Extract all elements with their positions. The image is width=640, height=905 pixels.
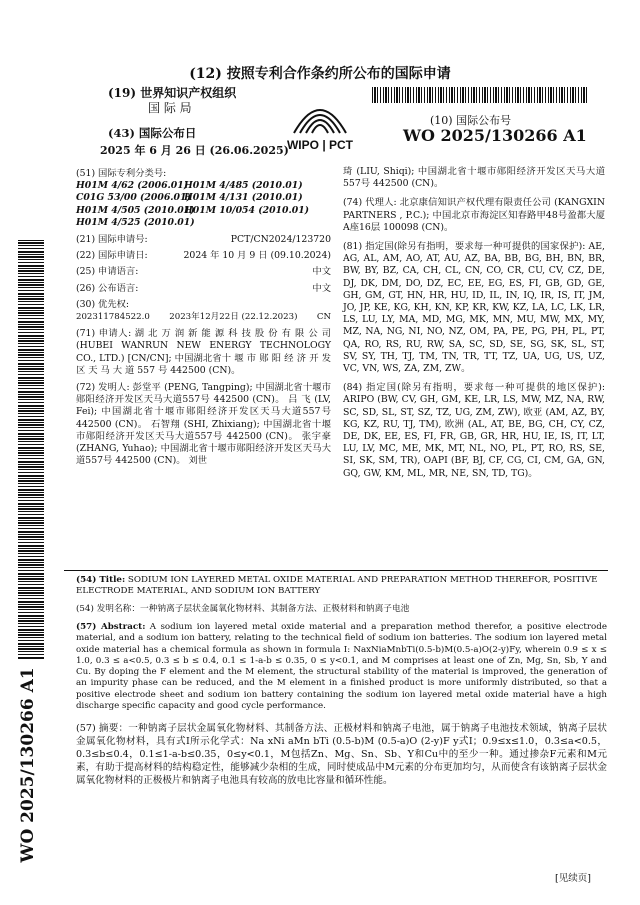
- ipc-code: C01G 53/00 (2006.01): [76, 192, 191, 204]
- field-72-inventors: (72) 发明人: 彭堂平 (PENG, Tangping); 中国湖北省十堰市郧阳经济开发区天马大道557号 442500 (CN)。 吕 飞 (LV, Fei); 中国湖北省十堰市郧阳经济开发区天马大道557号 442500 (CN)。 石智翔 (SHI, Zhixiang); 中国湖北省十堰市郧阳经济开发区天马大道557号 442500 (CN)。 张宇豪 (ZHANG, Yuhao); 中国湖北省十堰市郧阳经济开发区天马大道557号 442500 (CN)。 刘世: [76, 382, 331, 467]
- org-label: (19) 世界知识产权组织: [108, 86, 237, 100]
- pubdate-label: (43) 国际公布日: [108, 126, 197, 140]
- title-en-text: SODIUM ION LAYERED METAL OXIDE MATERIAL AND PREPARATION METHOD THEREFOR, POSITIVE ELECTRODE MATERIAL, AND SODIUM ION BATTERY: [76, 575, 598, 597]
- priority-number: 202311784522.0: [76, 312, 150, 323]
- abstract-en-part1: A sodium ion layered metal oxide material and a preparation method therefor, a positive electrode material, and a sodium ion battery, relating to the technical field of sodium ion batteries. The sodium ion layered metal oxide material has a chemical formula as shown in formula I:: [76, 622, 607, 655]
- filing-date: 2024 年 10 月 9 日 (09.10.2024): [183, 250, 331, 262]
- pubdate: 2025 年 6 月 26 日 (26.06.2025): [100, 144, 289, 157]
- title-cn: (54) 发明名称：一种钠离子层状金属氧化物材料、其制备方法、正极材料和钠离子电池: [76, 604, 410, 614]
- filing-language: 中文: [312, 266, 331, 278]
- field-71-applicant: (71) 申请人: 湖 北 万 润 新 能 源 科 技 股 份 有 限 公 司 (HUBEI WANRUN NEW ENERGY TECHNOLOGY CO., LTD.) [CN/CN]; 中国湖北省十 堰 市 郧 阳 经 济 开 发 区 天 马 大 道 557 号 442500 (CN)。: [76, 328, 331, 376]
- priority-row: [76, 311, 331, 323]
- abstract-en-part2: , wherein 0.9 ≤ x ≤ 1.0, 0.3 ≤ a<0.5, 0.3 ≤ b ≤ 0.4, 0.1 ≤ 1-a-b ≤ 0.35, 0 ≤ y<0.1, and M comprises at least one of Zn, Mg, Sn, Sb, Y and Cu. By doping the F element and the M element, the structural stability of the material is improved, the generation of an impurity phase can be reduced, and the M element in a finished product is more uniformly distributed, so that a positive electrode sheet and sodium ion battery containing the sodium ion layered metal oxide material have a high discharge specific capacity and good cycle performance.: [76, 644, 607, 712]
- side-number-text: WO 2025/130266 A1: [18, 667, 38, 863]
- barcode-top: [372, 87, 588, 103]
- ipc-label: (51) 国际专利分类号:: [76, 168, 167, 179]
- publication-language: 中文: [312, 282, 331, 294]
- document-title: (12) 按照专利合作条约所公布的国际申请: [189, 66, 451, 82]
- field-label: (30) 优先权:: [76, 298, 130, 310]
- field-81-designated-states: (81) 指定国(除另有指明，要求每一种可提供的国家保护): AE, AG, AL, AM, AO, AT, AU, AZ, BA, BB, BG, BH, BN, BR, BW, BY, BZ, CA, CH, CL, CN, CO, CR, CU, CV, CZ, DE, DJ, DK, DM, DO, DZ, EC, EE, EG, ES, FI, GB, GD, GE, GH, GM, GT, HN, HR, HU, ID, IL, IN, IQ, IR, IS, IT, JM, JO, JP, KE, KG, KH, KN, KP, KR, KW, KZ, LA, LC, LK, LR, LS, LU, LY, MA, MD, MG, MK, MN, MU, MW, MX, MY, MZ, NA, NG, NI, NO, NZ, OM, PA, PE, PG, PH, PL, PT, QA, RO, RS, RU, RW, SA, SC, SD, SE, SG, SK, SL, ST, SV, SY, TH, TJ, TM, TN, TR, TT, TZ, UA, UG, US, UZ, VC, VN, WS, ZA, ZM, ZW。: [343, 241, 605, 375]
- field-label: (26) 公布语言:: [76, 282, 139, 294]
- application-number: PCT/CN2024/123720: [230, 234, 331, 246]
- ipc-code: H01M 10/054 (2010.01): [184, 204, 310, 216]
- title-en: [76, 575, 607, 598]
- field-74-agent: (74) 代理人: 北京康信知识产权代理有限责任公司 (KANGXIN PARTNERS , P.C.); 中国北京市海淀区知春路甲48号盈都大厦A座16层 100098 (CN)。: [343, 197, 605, 233]
- right-column: [343, 166, 605, 480]
- org-sub: 国 际 局: [148, 101, 192, 115]
- formula-en: NaxNiaMnbTi(0.5-b)M(0.5-a)O(2-y)Fy: [353, 644, 519, 655]
- field-84-regional-states: (84) 指定国(除另有指明，要求每一种可提供的地区保护): ARIPO (BW, CV, GH, GM, KE, LR, LS, MW, MZ, NA, RW, SC, SD, SL, ST, SZ, TZ, UG, ZM, ZW), 欧亚 (AM, AZ, BY, KG, KZ, RU, TJ, TM), 欧洲 (AL, AT, BE, BG, CH, CY, CZ, DE, DK, EE, ES, FI, FR, GB, GR, HR, HU, IE, IS, IT, LT, LU, LV, MC, ME, MK, MT, NL, NO, PL, PT, RO, RS, SE, SI, SK, SM, TR), OAPI (BF, BJ, CF, CG, CI, CM, GA, GN, GQ, GW, KM, ML, MR, NE, SN, TD, TG)。: [343, 382, 605, 479]
- side-barcode: [18, 240, 44, 660]
- title-en-label: (54) Title:: [76, 575, 126, 585]
- section-divider: [64, 570, 608, 571]
- abstract-en: [76, 622, 607, 712]
- left-column: [76, 168, 331, 467]
- wipo-emblem-icon: [294, 110, 346, 133]
- field-51: [76, 168, 331, 229]
- ipc-code: H01M 4/131 (2010.01): [184, 192, 303, 204]
- ipc-code: H01M 4/62 (2006.01): [76, 180, 189, 192]
- wipo-logo-text: WIPO | PCT: [286, 138, 354, 152]
- field-26: [76, 283, 331, 295]
- inventor-continued: 琦 (LIU, Shiqi); 中国湖北省十堰市郧阳经济开发区天马大道557号 442500 (CN)。: [343, 166, 605, 190]
- abstract-en-label: (57) Abstract:: [76, 622, 146, 632]
- publication-number: WO 2025/130266 A1: [403, 126, 587, 145]
- field-22: [76, 250, 331, 262]
- field-30: [76, 299, 331, 323]
- ipc-code: H01M 4/525 (2010.01): [76, 216, 195, 228]
- ipc-code: H01M 4/505 (2010.01): [76, 204, 195, 216]
- abstract-cn: (57) 摘要：一种钠离子层状金属氧化物材料、其制备方法、正极材料和钠离子电池，属于钠离子电池技术领域，钠离子层状金属氧化物材料，具有式I所示化学式：Na xNi aMn bTi (0.5-b)M (0.5-a)O (2-y)F y式I；0.9≤x≤1.0，0.3≤a<0.5，0.3≤b≤0.4，0.1≤1-a-b≤0.35，0≤y<0.1，M包括Zn、Mg、Sn、Sb、Y和Cu中的至少一种。通过掺杂F元素和M元素，有助于提高材料的结构稳定性，能够减少杂相的生成，同时使成品中M元素的分布更加均匀，从而使含有该钠离子层状金属氧化物材料的正极极片和钠离子电池具有较高的放电比容量和循环性能。: [76, 723, 607, 786]
- priority-country: CN: [316, 312, 331, 323]
- ipc-list: [76, 180, 331, 229]
- pubno-label: (10) 国际公布号: [430, 114, 512, 127]
- priority-date: 2023年12月22日 (22.12.2023): [169, 312, 298, 323]
- ipc-code: H01M 4/485 (2010.01): [184, 180, 303, 192]
- field-label: (21) 国际申请号:: [76, 234, 148, 246]
- field-21: [76, 234, 331, 246]
- field-25: [76, 266, 331, 278]
- continued-note: [见续页]: [555, 873, 591, 884]
- side-publication-number: [10, 667, 46, 863]
- issuing-organization: [108, 86, 236, 116]
- field-label: (22) 国际申请日:: [76, 250, 148, 262]
- wipo-logo: [272, 85, 368, 155]
- field-label: (25) 申请语言:: [76, 266, 139, 278]
